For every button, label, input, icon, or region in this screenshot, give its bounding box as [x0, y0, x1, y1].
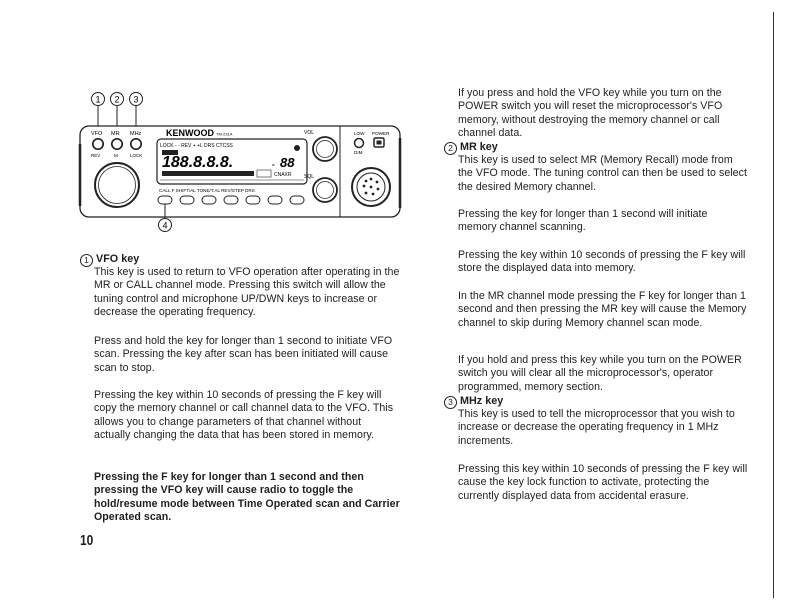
svg-text:CNAXR: CNAXR	[274, 172, 292, 178]
call-key[interactable]	[158, 196, 172, 204]
bottom-row-labels: CALL F SHIFT/AL TONE/T.AL REV/STEP DRS	[159, 188, 255, 193]
mhz-key[interactable]	[131, 139, 141, 149]
vfo-reset-paragraph: If you press and hold the VFO key while you turn on the POWER switch you will reset the microprocessor's VFO memory, without destroying the memory channel or call channel data.	[458, 87, 723, 140]
mhz-paragraph-2: Pressing this key within 10 seconds of pressing the F key will cause the key lock function to activate, protecting the currently displayed data from accidental erasure.	[458, 463, 748, 502]
vfo-paragraph-2: Press and hold the key for longer than 1 second to initiate VFO scan. Pressing the key after scan has been initiated will cause scan to stop.	[94, 335, 393, 374]
svg-text:LOW: LOW	[354, 131, 365, 136]
mr-paragraph-1: This key is used to select MR (Memory Recall) mode from the VFO mode. The tuning control can then be used to select the desired Memory channel.	[458, 154, 747, 193]
mr-paragraph-3: Pressing the key within 10 seconds of pressing the F key will store the displayed data into memory.	[458, 249, 746, 275]
mhz-key-label: MHz	[130, 131, 142, 137]
model-label: TM-231A	[216, 131, 233, 137]
shift-key[interactable]	[202, 196, 216, 204]
vfo-paragraph-3: Pressing the key within 10 seconds of pressing the F key will copy the memory channel or call channel data to the VFO. This allows you to change parameters of that channel without actually changing the data that has been stored in memory.	[94, 389, 394, 442]
low-key[interactable]	[355, 139, 364, 148]
callout-3	[130, 93, 143, 131]
svg-text:REV: REV	[91, 153, 101, 158]
mr-key[interactable]	[112, 139, 122, 149]
mr-paragraph-4: In the MR channel mode pressing the F key for longer than 1 second and then pressing the MR key will cause the Memory channel to skip during Memory channel scan mode.	[458, 290, 747, 329]
svg-text:-: -	[272, 160, 275, 169]
page-number: 10	[80, 532, 94, 549]
svg-text:POWER: POWER	[372, 131, 390, 136]
f-key[interactable]	[180, 196, 194, 204]
mr-key-heading: 2 MR key	[444, 141, 498, 155]
tone-key[interactable]	[224, 196, 238, 204]
svg-text:SQL: SQL	[304, 174, 315, 180]
tuning-knob[interactable]	[95, 163, 139, 207]
svg-text:4: 4	[162, 220, 168, 231]
mr-paragraph-2: Pressing the key for longer than 1 second will initiate memory channel scanning.	[458, 208, 708, 234]
svg-text:VOL: VOL	[304, 130, 315, 136]
callout-2	[111, 93, 124, 131]
drs-key[interactable]	[268, 196, 282, 204]
mr-key-label: MR	[111, 131, 120, 137]
vfo-key[interactable]	[93, 139, 103, 149]
page-edge-rule	[773, 12, 774, 598]
svg-text:DIM: DIM	[354, 150, 363, 155]
svg-text:1: 1	[95, 94, 101, 105]
extra-key[interactable]	[290, 196, 304, 204]
vfo-key-label: VFO	[91, 131, 103, 137]
callout-1	[92, 93, 105, 131]
mhz-paragraph-1: This key is used to tell the microprocessor that you wish to increase or decrease the operating frequency in 1 MHz increments.	[458, 408, 735, 447]
brand-logo: KENWOOD	[166, 128, 214, 138]
channel-readout: 88	[280, 155, 295, 170]
svg-text:LOCK: LOCK	[130, 153, 143, 158]
vfo-key-heading: 1 VFO key	[80, 253, 139, 267]
status-line: LOCK - - REV + +L DRS CTCSS	[160, 143, 233, 149]
mr-paragraph-5: If you hold and press this key while you turn on the POWER switch you will clear all the microprocessor's, operator programmed, memory section.	[458, 354, 742, 393]
frequency-readout: 188.8.8.8.	[162, 154, 234, 171]
radio-front-panel-figure	[78, 86, 408, 246]
svg-text:2: 2	[114, 94, 120, 105]
svg-text:M: M	[114, 153, 118, 158]
mhz-key-heading: 3 MHz key	[444, 395, 503, 409]
rev-key[interactable]	[246, 196, 260, 204]
s-meter-bar	[162, 171, 254, 176]
vfo-paragraph-4: Pressing the F key for longer than 1 second and then pressing the VFO key will cause radio to toggle the hold/resume mode between Time Operated scan and Carrier Operated scan.	[94, 471, 400, 524]
svg-text:3: 3	[133, 94, 139, 105]
vfo-paragraph-1: This key is used to return to VFO operation after operating in the MR or CALL channel mode. Pressing this switch will allow the tuning control and microphone UP/DWN keys to increase or decrease the operating frequency.	[94, 266, 400, 319]
